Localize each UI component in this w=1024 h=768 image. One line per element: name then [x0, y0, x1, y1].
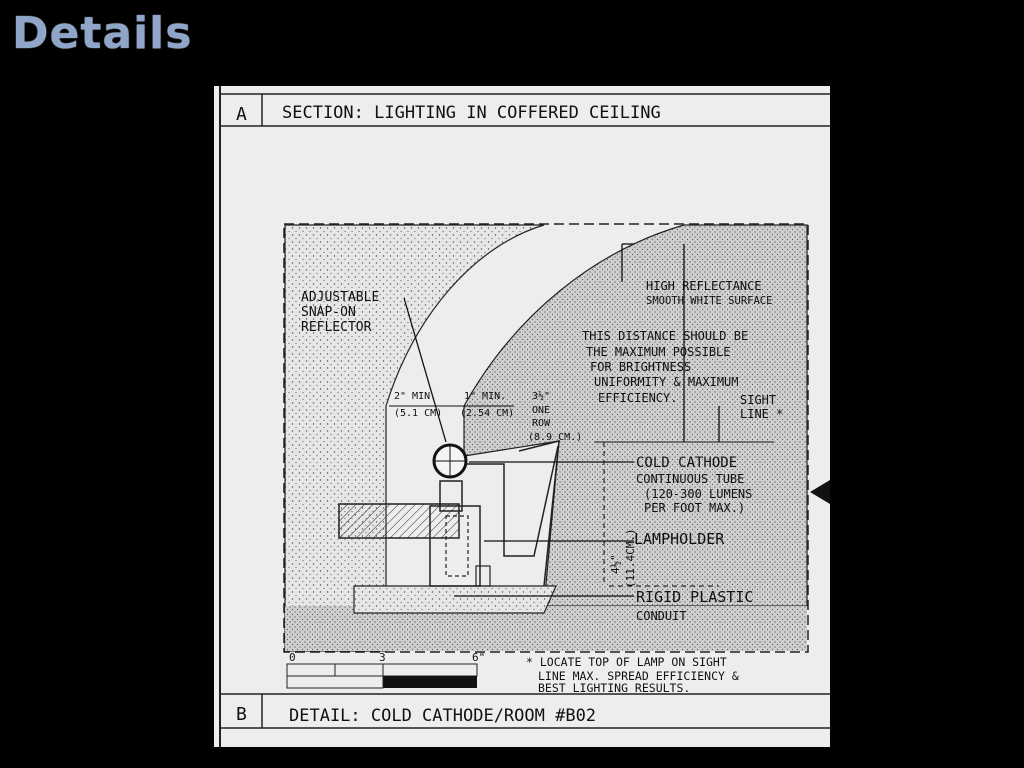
- conduit-label: RIGID PLASTIC CONDUIT: [636, 588, 754, 623]
- dim-2in: 2" MIN. (5.1 CM): [394, 391, 443, 419]
- section-b-title: DETAIL: COLD CATHODE/ROOM #B02: [289, 706, 597, 726]
- scale-label-3: 3: [379, 651, 386, 664]
- section-a-title: SECTION: LIGHTING IN COFFERED CEILING: [282, 103, 661, 123]
- tube-label: COLD CATHODE CONTINUOUS TUBE (120-300 LUMENS PER FOOT MAX.): [636, 455, 753, 515]
- conduit-shape: [339, 504, 459, 538]
- base-plate: [354, 586, 556, 613]
- pointer-arrow-icon: [810, 480, 830, 504]
- dim-3half: 3½" ONE ROW (8.9 CM.): [528, 391, 583, 443]
- lighting-detail-drawing: [214, 86, 830, 747]
- dim-1in: 1" MIN. (2.54 CM): [460, 391, 515, 419]
- sight-line-label: SIGHT LINE *: [740, 393, 784, 421]
- section-a-letter: A: [236, 104, 247, 125]
- lampholder-label: LAMPHOLDER: [634, 530, 725, 548]
- reflector-label: ADJUSTABLE SNAP-ON REFLECTOR: [301, 290, 380, 335]
- scale-label-0: 0: [289, 651, 296, 664]
- dim-4half: 4½" (11.4CM.): [609, 528, 637, 588]
- footnote: * LOCATE TOP OF LAMP ON SIGHT LINE MAX. SPREAD EFFICIENCY & BEST LIGHTING RESULTS.: [526, 655, 739, 695]
- surface-label: HIGH REFLECTANCE SMOOTH WHITE SURFACE: [646, 279, 773, 307]
- section-b-letter: B: [236, 704, 247, 725]
- scale-label-6: 6": [472, 651, 486, 664]
- slide-title: Details: [12, 8, 193, 59]
- drawing-sheet: [214, 86, 830, 747]
- distance-note: THIS DISTANCE SHOULD BE THE MAXIMUM POSSIBLE FOR BRIGHTNESS UNIFORMITY & MAXIMUM EFFICIENCY.: [582, 329, 749, 405]
